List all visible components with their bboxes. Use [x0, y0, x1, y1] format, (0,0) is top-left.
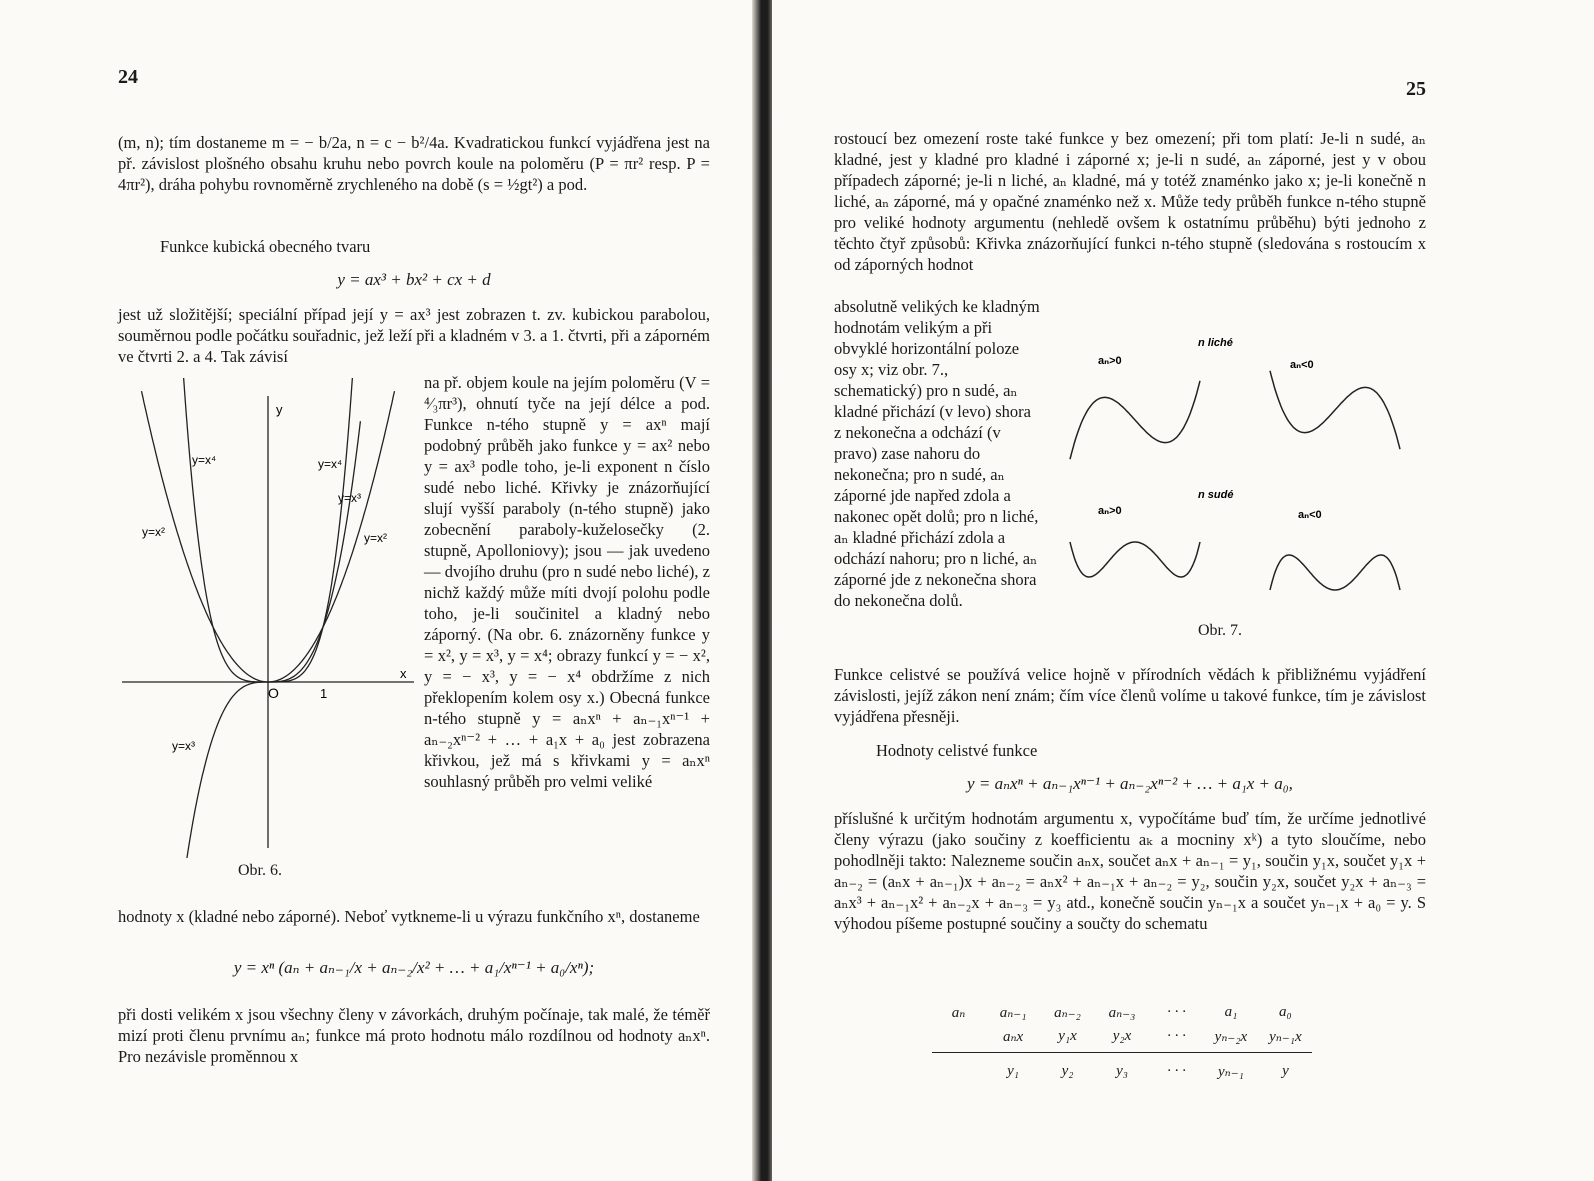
curve-odd-negative	[1270, 371, 1400, 449]
schema-cell: · · ·	[1167, 1062, 1186, 1079]
schema-cell: · · ·	[1167, 1027, 1186, 1044]
page-number: 25	[1406, 78, 1426, 100]
paragraph: (m, n); tím dostaneme m = − b/2a, n = c − b²/4a. Kvadratickou funkcí vyjádřena jest na př. závislost plošného obsahu kruhu nebo povrch koule na poloměru (P = πr² resp. P = 4πr²), dráha pohybu rovnoměrně zrychleného na době (s = ½gt²) a pod.	[118, 133, 710, 194]
schema-cell: a₀	[1279, 1003, 1292, 1020]
curve-odd-positive	[1070, 381, 1200, 459]
paragraph: Hodnoty celistvé funkce	[876, 741, 1038, 760]
page-number: 24	[118, 66, 138, 88]
schema-row	[932, 1024, 1312, 1048]
schema-row	[932, 1059, 1312, 1083]
right-page	[772, 0, 1594, 1181]
equation: y = aₙxⁿ + aₙ₋₁xⁿ⁻¹ + aₙ₋₂xⁿ⁻² + … + a₁x + a₀,	[967, 774, 1293, 793]
paragraph: příslušné k určitým hodnotám argumentu x, vypočítáme buď tím, že určíme jednotlivé členy výrazu (jako součiny z koefficientu aₖ a mocniny xᵏ) a tyto sloučíme, nebo pohodlněji takto: Nalezneme součin aₙx, součet aₙx + aₙ₋₁ = y₁, součin y₁x, součet y₁x + aₙ₋₂ = (aₙx + aₙ₋₁)x + aₙ₋₂ = aₙx² + aₙ₋₁x + aₙ₋₂ = y₂, součin y₂x, součet y₂x + aₙ₋₃ = aₙx³ + aₙ₋₁x² + aₙ₋₂x + aₙ₋₃ = y₃ atd., konečně součin yₙ₋₁x a součet yₙ₋₁x + a₀ = y. S výhodou píšeme postupné součiny a součty do schematu	[834, 809, 1426, 933]
fig-label: y=x³	[172, 739, 196, 753]
paragraph: Funkce kubická obecného tvaru	[160, 237, 371, 256]
figure-caption: Obr. 7.	[1198, 622, 1242, 639]
fig-label: y=x²	[364, 531, 388, 545]
schema-cell: y	[1282, 1062, 1289, 1079]
horner-schema	[932, 1000, 1312, 1083]
curve-even-negative	[1270, 555, 1400, 590]
fig-label: aₙ>0	[1098, 505, 1122, 517]
fig-label: aₙ>0	[1098, 355, 1122, 367]
paragraph: jest už složitější; speciální případ její y = ax³ jest zobrazen t. zv. kubickou parabolou, souměrnou podle počátku souřadnic, jež leží při a kladném v 3. a 1. čtvrti, při a záporném ve čtvrti 2. a 4. Tak závisí	[118, 305, 710, 366]
curve-even-positive	[1070, 542, 1200, 577]
schema-cell: yₙ₋₁	[1218, 1063, 1244, 1080]
figure-7	[1050, 330, 1430, 630]
fig-label: O	[268, 685, 279, 701]
schema-cell: aₙ₋₁	[999, 1004, 1027, 1021]
schema-cell: aₙx	[1002, 1028, 1024, 1045]
fig-title: n sudé	[1198, 489, 1234, 501]
schema-cell: y₁	[1007, 1062, 1019, 1079]
paragraph: na př. objem koule na jejím poloměru (V = ⁴⁄₃πr³), ohnutí tyče na její délce a pod. Funkce n-tého stupně y = axⁿ mají podobný průběh jako funkce y = ax² nebo y = ax³ podle toho, je-li exponent n číslo sudé nebo liché. Křivky je znázorňující slují vyšší paraboly (n-tého stupně) jako zobecnění paraboly-kuželosečky (2. stupně, Apolloniovy); jsou — jak uvedeno — dvojího druhu (pro n sudé nebo liché), z nichž každý může míti dvojí polohu podle toho, je-li součinitel a kladný nebo záporný. (Na obr. 6. znázorněny funkce y = x², y = x³, y = x⁴; obrazy funkcí y = − x², y = − x³, y = − x⁴ obdržíme z nich překlopením kolem osy x.) Obecná funkce n-tého stupně y = aₙxⁿ + aₙ₋₁xⁿ⁻¹ + aₙ₋₂xⁿ⁻² + … + a₁x + a₀ jest zobrazena křivkou, jež má s křivkami y = aₙxⁿ souhlasný průběh pro velmi veliké	[424, 373, 710, 791]
schema-cell: y₂x	[1112, 1027, 1132, 1044]
schema-rule	[932, 1052, 1312, 1053]
schema-row	[932, 1000, 1312, 1024]
schema-cell: aₙ₋₂	[1054, 1004, 1081, 1021]
paragraph: Funkce celistvé se používá velice hojně v přírodních vědách k přibližnému vyjádření závislosti, jejíž zákon není znám; čím více členů volíme u takové funkce, tím je závislost vyjádřena přesněji.	[834, 665, 1426, 726]
figure-caption: Obr. 6.	[238, 862, 282, 879]
schema-cell: aₙ₋₃	[1108, 1004, 1136, 1021]
fig-label: y=x⁴	[192, 453, 217, 467]
figure-6	[118, 378, 418, 858]
curve-x3	[180, 421, 360, 858]
fig-label: y	[276, 402, 283, 417]
fig-label: y=x³	[338, 491, 362, 505]
fig-title: n liché	[1198, 337, 1233, 349]
paragraph: při dosti velikém x jsou všechny členy v závorkách, druhým počínaje, tak malé, že téměř mizí proti členu prvnímu aₙ; funkce má proto hodnotu málo rozdílnou od hodnoty aₙxⁿ. Pro nezávisle proměnnou x	[118, 1005, 710, 1066]
fig-label: 1	[320, 686, 328, 701]
schema-cell: aₙ	[951, 1004, 966, 1021]
schema-cell: yₙ₋₂x	[1214, 1028, 1248, 1045]
equation: y = xⁿ (aₙ + aₙ₋₁/x + aₙ₋₂/x² + … + a₁/xⁿ⁻¹ + a₀/xⁿ);	[233, 958, 595, 977]
schema-cell: y₂	[1061, 1062, 1074, 1079]
fig-label: aₙ<0	[1290, 359, 1314, 371]
schema-cell: yₙ₋₁x	[1269, 1028, 1302, 1045]
left-page	[0, 0, 760, 1181]
paragraph: hodnoty x (kladné nebo záporné). Neboť vytkneme-li u výrazu funkčního xⁿ, dostaneme	[118, 907, 700, 926]
schema-cell: y₁x	[1058, 1027, 1077, 1044]
equation: y = ax³ + bx² + cx + d	[337, 270, 491, 289]
schema-cell: a₁	[1224, 1003, 1238, 1020]
fig-label: x	[400, 666, 407, 681]
schema-cell: y₃	[1116, 1062, 1128, 1079]
fig-label: aₙ<0	[1298, 509, 1322, 521]
paragraph: absolutně velikých ke kladným hodnotám velikým a při obvyklé horizontální poloze osy x; viz obr. 7., schematický) pro n sudé, aₙ kladné přichází (v levo) shora z nekonečna a odchází (v pravo) zase nahoru do nekonečna; pro n sudé, aₙ záporné jde napřed zdola a nakonec opět dolů; pro n liché, aₙ kladné přichází zdola a odchází nahoru; pro n liché, aₙ záporné jde z nekonečna shora do nekonečna dolů.	[834, 297, 1040, 610]
fig-label: y=x²	[142, 525, 166, 539]
fig-label: y=x⁴	[318, 457, 343, 471]
schema-cell: · · ·	[1167, 1003, 1186, 1020]
paragraph: rostoucí bez omezení roste také funkce y bez omezení; při tom platí: Je-li n sudé, aₙ kladné, jest y kladné pro kladné i záporné x; je-li n sudé, aₙ záporné, jest y v obou případech záporné; je-li n liché, aₙ kladné, má y totéž znaménko jako x; je-li konečně n liché, aₙ záporné, má y opačné znaménko než x. Může tedy průběh funkce n-tého stupně pro veliké hodnoty argumentu (nehledě ovšem k ostatnímu průběhu) býti jednoho z těchto čtyř způsobů: Křivka znázorňující funkci n-tého stupně (sledována s rostoucím x od záporných hodnot	[834, 129, 1426, 274]
